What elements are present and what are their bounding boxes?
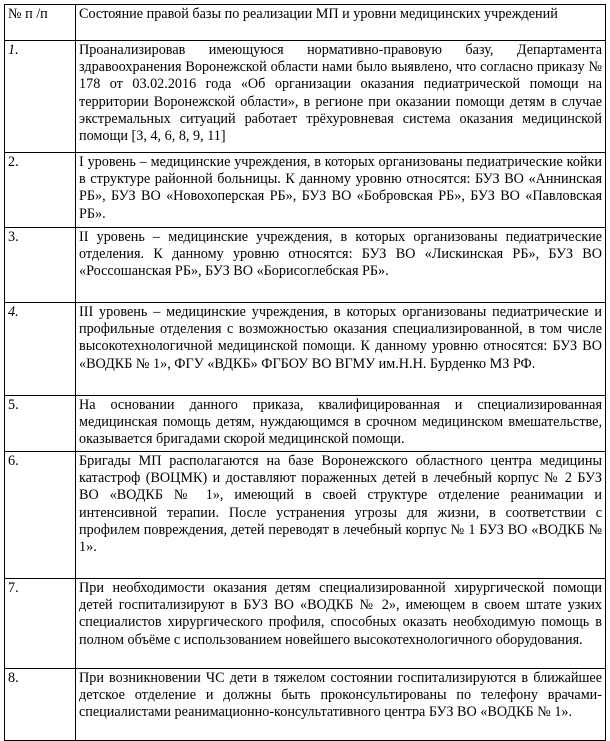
row-text: Бригады МП располагаются на базе Воронежского областного центра медицины катастроф (ВОЦМК) и доставляют пораженных детей в лечебный корпус № 2 БУЗ ВО «ВОДКБ № 1», имеющий в своей структуре отделение реанимации и интенсивной терапии. После устранения угрозы для жизни, в соответствии с профилем повреждения, детей переводят в лечебный корпус № 1 БУЗ ВО «ВОДКБ № 1».	[76, 452, 606, 579]
row-text: I уровень – медицинские учреждения, в которых организованы педиатрические койки в структуре районной больницы. К данному уровню относятся: БУЗ ВО «Аннинская РБ», БУЗ ВО «Новохоперская РБ», БУЗ ВО «Бобровская РБ», БУЗ ВО «Павловская РБ».	[76, 153, 606, 228]
row-number: 4.	[5, 303, 76, 396]
header-content-cell: Состояние правой базы по реализации МП и уровни медицинских учреждений	[76, 5, 606, 41]
row-text: При возникновении ЧС дети в тяжелом состоянии госпитализируются в ближайшее детское отделение и должны быть проконсультированы по телефону врачами-специалистами реанимационно-консультативного центра БУЗ ВО «ВОДКБ № 1».	[76, 669, 606, 741]
row-text: II уровень – медицинские учреждения, в которых организованы педиатрические отделения. К данному уровню относятся: БУЗ ВО «Лискинская РБ», БУЗ ВО «Россошанская РБ», БУЗ ВО «Борисоглебская РБ».	[76, 228, 606, 303]
table-row	[5, 228, 606, 303]
row-number: 6.	[5, 452, 76, 579]
row-text: На основании данного приказа, квалифицированная и специализированная медицинская помощь детям, нуждающимся в срочном медицинском вмешательстве, оказывается бригадами скорой медицинской помощи.	[76, 396, 606, 452]
row-text: При необходимости оказания детям специализированной хирургической помощи детей госпитализируют в БУЗ ВО «ВОДКБ № 2», имеющем в своем штате узких специалистов хирургического профиля, способных оказать необходимую помощь в полном объёме с использованием новейшего высокотехнологичного оборудования.	[76, 579, 606, 669]
row-number: 7.	[5, 579, 76, 669]
row-number: 8.	[5, 669, 76, 741]
header-num-cell: № п /п	[5, 5, 76, 41]
table-row	[5, 452, 606, 579]
row-number: 5.	[5, 396, 76, 452]
table-row	[5, 579, 606, 669]
row-number: 1.	[5, 41, 76, 153]
row-text: III уровень – медицинские учреждения, в которых организованы педиатрические и профильные отделения с возможностью оказания специализированной, в том числе высокотехнологичной медицинской помощи. К данному уровню относятся: БУЗ ВО «ВОДКБ № 1», ФГУ «ВДКБ» ФГБОУ ВО ВГМУ им.Н.Н. Бурденко МЗ РФ.	[76, 303, 606, 396]
table-row	[5, 41, 606, 153]
table-header-row	[5, 5, 606, 41]
row-number: 2.	[5, 153, 76, 228]
table-row	[5, 396, 606, 452]
table-row	[5, 303, 606, 396]
table-row	[5, 669, 606, 741]
levels-table	[4, 4, 606, 741]
row-number: 3.	[5, 228, 76, 303]
row-text: Проанализировав имеющуюся нормативно-правовую базу, Департамента здравоохранения Воронежской области нами было выявлено, что согласно приказу № 178 от 03.02.2016 года «Об организации оказания педиатрической помощи на территории Воронежской области», в регионе при оказании помощи детям в случае экстремальных ситуаций работает трёхуровневая система оказания медицинской помощи [3, 4, 6, 8, 9, 11]	[76, 41, 606, 153]
table-row	[5, 153, 606, 228]
